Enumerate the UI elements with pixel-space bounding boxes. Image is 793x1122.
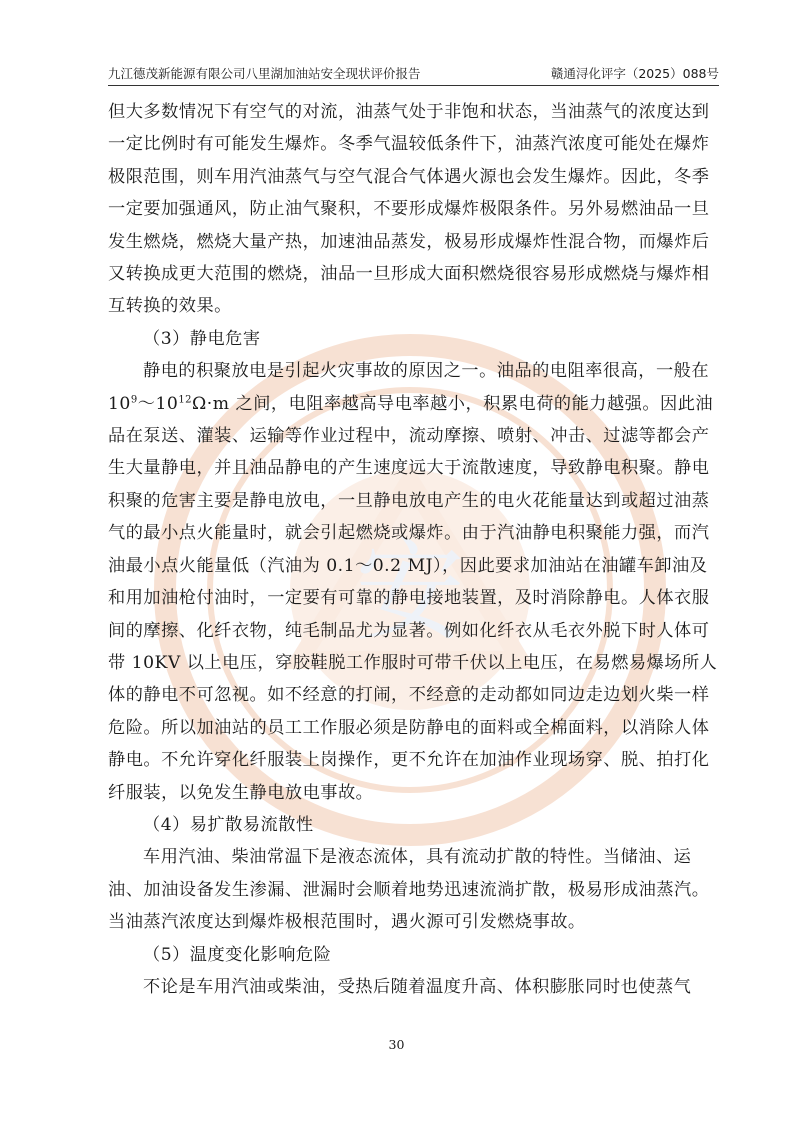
header-report-number: 赣通浔化评字（2025）088号 bbox=[550, 66, 719, 81]
exponent-12: 12 bbox=[178, 393, 193, 405]
header-report-title: 九江德茂新能源有限公司八里湖加油站安全现状评价报告 bbox=[108, 66, 421, 81]
paragraph-diffusion: 车用汽油、柴油常温下是液态流体，具有流动扩散的特性。当储油、运油、加油设备发生渗漏、泄漏时会顺着地势迅速流淌扩散，极易形成油蒸汽。当油蒸汽浓度达到爆炸极根范围时，遇火源可引发燃烧事故。 bbox=[108, 847, 710, 933]
static-text-part-c: Ω·m 之间，电阻率越高导电率越小，积累电荷的能力越强。因此油品在泵送、灌装、运输等作业过程中，流动摩擦、喷射、冲击、过滤等都会产生大量静电，并且油品静电的产生速度远大于流散速度，导致静电积聚。静电积聚的危害主要是静电放电，一旦静电放电产生的电火花能量达到或超过油蒸气的最小点火能量时，就会引起燃烧或爆炸。由于汽油静电积聚能力强，而汽油最小点火能量低（汽油为 0.1～0.2 MJ），因此要求加油站在油罐车卸油及和用加油枪付油时，一定要有可靠的静电接地装置，及时消除静电。人体衣服间的摩擦、化纤衣物，纯毛制品尤为显著。例如化纤衣从毛衣外脱下时人体可带 10KV 以上电压，穿胶鞋脱工作服时可带千伏以上电压，在易燃易爆场所人体的静电不可忽视。如不经意的打闹，不经意的走动都如同边走边划火柴一样危险。所以加油站的员工工作服必须是防静电的面料或全棉面料，以消除人体静电。不允许穿化纤服装上岗操作，更不允许在加油作业现场穿、脱、拍打化纤服装，以免发生静电放电事故。 bbox=[108, 393, 718, 803]
page-number: 30 bbox=[388, 1037, 405, 1052]
static-text-part-b: ～10 bbox=[137, 393, 179, 414]
document-body bbox=[108, 96, 722, 1003]
svg-text:安: 安 bbox=[355, 528, 465, 656]
section-heading-temperature: （5）温度变化影响危险 bbox=[143, 944, 332, 965]
section-heading-static-hazard: （3）静电危害 bbox=[143, 328, 261, 349]
section-heading-diffusion: （4）易扩散易流散性 bbox=[143, 814, 314, 835]
page-header bbox=[108, 62, 719, 86]
paragraph-oil-vapor-explosion: 但大多数情况下有空气的对流，油蒸气处于非饱和状态，当油蒸气的浓度达到一定比例时有可能发生爆炸。冬季气温较低条件下，油蒸汽浓度可能处在爆炸极限范围，则车用汽油蒸气与空气混合气体遇火源也会发生爆炸。因此，冬季一定要加强通风，防止油气聚积，不要形成爆炸极限条件。另外易燃油品一旦发生燃烧，燃烧大量产热，加速油品蒸发，极易形成爆炸性混合物，而爆炸后又转换成更大范围的燃烧，油品一旦形成大面积燃烧很容易形成燃烧与爆炸相互转换的效果。 bbox=[108, 102, 710, 317]
paragraph-temperature: 不论是车用汽油或柴油，受热后随着温度升高、体积膨胀同时也使蒸气 bbox=[143, 976, 692, 997]
paragraph-static-hazard bbox=[108, 355, 722, 809]
static-text-part-a: 静电的积聚放电是引起火灾事故的原因之一。油品的电阻率很高，一般在 10 bbox=[108, 361, 710, 414]
exponent-9: 9 bbox=[130, 393, 138, 405]
